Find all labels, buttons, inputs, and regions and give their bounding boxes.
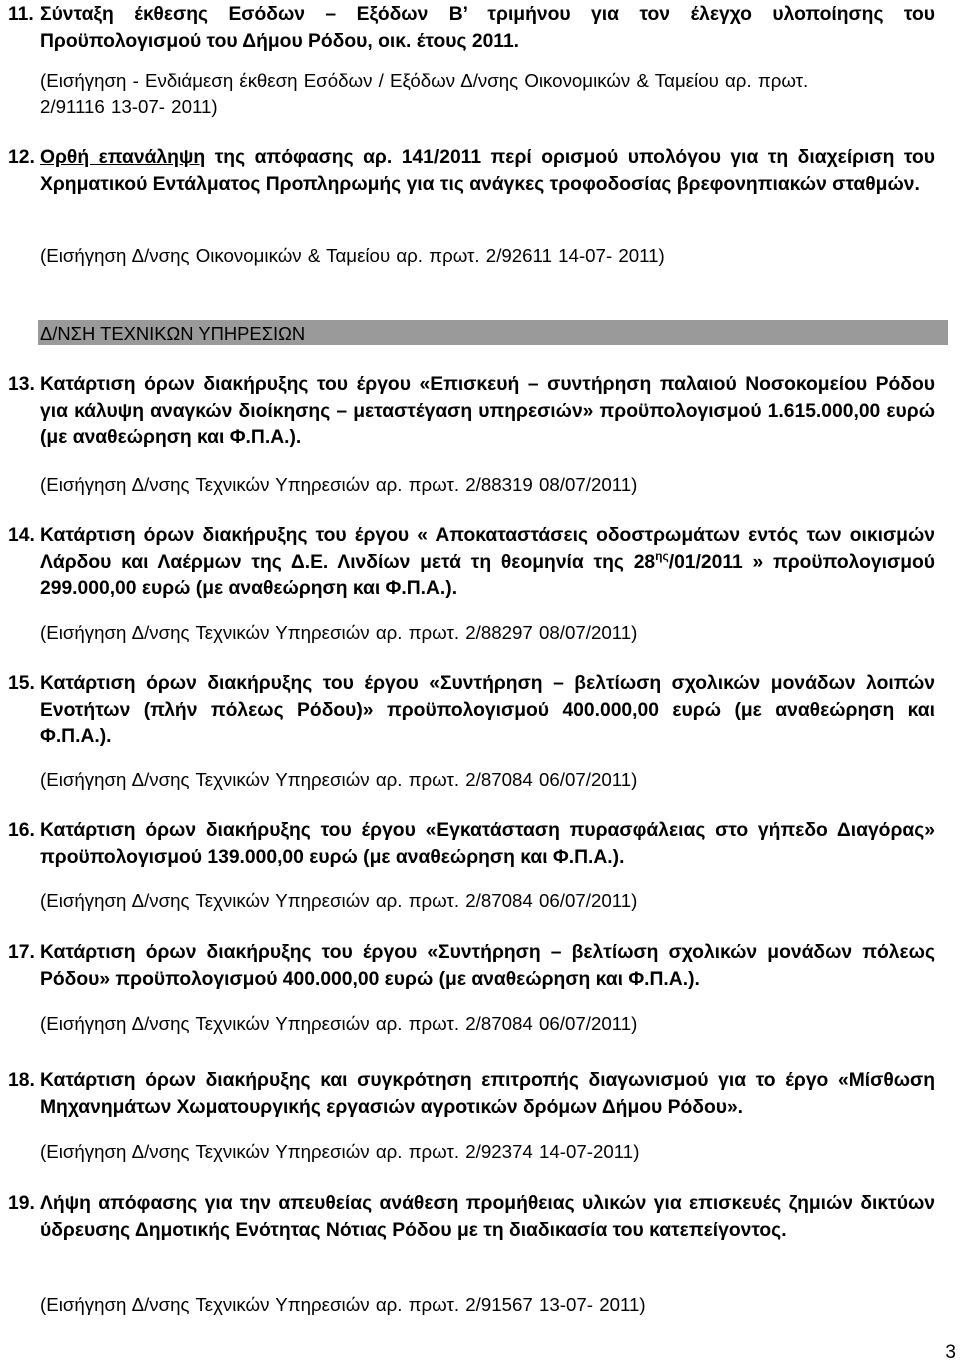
item-text bbox=[40, 523, 935, 603]
agenda-item-13 bbox=[0, 372, 935, 452]
agenda-item-18 bbox=[0, 1068, 935, 1121]
item-reference: (Εισήγηση Δ/νσης Τεχνικών Υπηρεσιών αρ. πρωτ. 2/87084 06/07/2011) bbox=[40, 890, 638, 911]
item-number: 12. bbox=[8, 147, 35, 168]
item-text: Σύνταξη έκθεσης Εσόδων – Εξόδων Β’ τριμήνου για τον έλεγχο υλοποίησης του Προϋπολογισμού του Δήμου Ρόδου, οικ. έτους 2011. bbox=[40, 4, 935, 52]
item-reference-line: (Εισήγηση - Ενδιάμεση έκθεση Εσόδων / Εξόδων Δ/νσης Οικονομικών & Ταμείου αρ. πρωτ. bbox=[40, 70, 809, 91]
item-reference: (Εισήγηση Δ/νσης Τεχνικών Υπηρεσιών αρ. πρωτ. 2/92374 14-07-2011) bbox=[40, 1141, 640, 1162]
item-number: 17. bbox=[8, 942, 35, 963]
agenda-item-19 bbox=[0, 1191, 935, 1244]
agenda-item-11 bbox=[0, 2, 935, 55]
item-reference: (Εισήγηση Δ/νσης Τεχνικών Υπηρεσιών αρ. πρωτ. 2/88319 08/07/2011) bbox=[40, 474, 638, 495]
agenda-item-14 bbox=[0, 523, 935, 603]
item-reference: (Εισήγηση Δ/νσης Τεχνικών Υπηρεσιών αρ. πρωτ. 2/87084 06/07/2011) bbox=[40, 1013, 638, 1034]
item-number: 14. bbox=[8, 525, 35, 546]
item-text-rest: της απόφασης αρ. 141/2011 περί ορισμού υπολόγου για τη διαχείριση του Χρηματικού Εντάλματος Προπληρωμής για τις ανάγκες τροφοδοσίας βρεφονηπιακών σταθμών. bbox=[40, 147, 935, 195]
item-text: Κατάρτιση όρων διακήρυξης του έργου «Επισκευή – συντήρηση παλαιού Νοσοκομείου Ρόδου για κάλυψη αναγκών διοίκησης – μεταστέγαση υπηρεσιών» προϋπολογισμού 1.615.000,00 ευρώ (με αναθεώρηση και Φ.Π.Α.). bbox=[40, 374, 935, 448]
ordinal-suffix: ης bbox=[655, 548, 669, 563]
item-reference: (Εισήγηση Δ/νσης Οικονομικών & Ταμείου αρ. πρωτ. 2/92611 14-07- 2011) bbox=[40, 245, 665, 266]
item-text-part: Κατάρτιση όρων διακήρυξης του έργου « Αποκαταστάσεις οδοστρωμάτων εντός των οικισμών Λάρδου και Λαέρμων της Δ.Ε. Λινδίων μετά τη θεομηνία της 28 bbox=[40, 525, 935, 573]
item-text: Λήψη απόφασης για την απευθείας ανάθεση προμήθειας υλικών για επισκευές ζημιών δικτύων ύδρευσης Δημοτικής Ενότητας Νότιας Ρόδου με τη διαδικασία του κατεπείγοντος. bbox=[40, 1193, 935, 1241]
agenda-item-17 bbox=[0, 940, 935, 993]
item-reference: (Εισήγηση Δ/νσης Τεχνικών Υπηρεσιών αρ. πρωτ. 2/87084 06/07/2011) bbox=[40, 769, 638, 790]
item-text: Κατάρτιση όρων διακήρυξης του έργου «Συντήρηση – βελτίωση σχολικών μονάδων λοιπών Ενοτήτων (πλήν πόλεως Ρόδου)» προϋπολογισμού 400.000,00 ευρώ (με αναθεώρηση και Φ.Π.Α.). bbox=[40, 673, 935, 747]
item-text: Κατάρτιση όρων διακήρυξης του έργου «Εγκατάσταση πυρασφάλειας στο γήπεδο Διαγόρας» προϋπολογισμού 139.000,00 ευρώ (με αναθεώρηση και Φ.Π.Α.). bbox=[40, 820, 935, 868]
item-reference-line: 2/91116 13-07- 2011) bbox=[40, 96, 218, 117]
item-number: 16. bbox=[8, 820, 35, 841]
underlined-phrase: Ορθή επανάληψη bbox=[40, 147, 206, 168]
agenda-item-16 bbox=[0, 818, 935, 871]
item-number: 18. bbox=[8, 1070, 35, 1091]
item-text: Κατάρτιση όρων διακήρυξης του έργου «Συντήρηση – βελτίωση σχολικών μονάδων πόλεως Ρόδου» προϋπολογισμού 400.000,00 ευρώ (με αναθεώρηση και Φ.Π.Α.). bbox=[40, 942, 935, 990]
item-text bbox=[40, 145, 935, 198]
item-reference: (Εισήγηση Δ/νσης Τεχνικών Υπηρεσιών αρ. πρωτ. 2/91567 13-07- 2011) bbox=[40, 1294, 646, 1315]
item-text-part: /01/2011 » προϋπολογισμού 299.000,00 ευρώ (με αναθεώρηση και Φ.Π.Α.). bbox=[40, 551, 935, 599]
item-reference: (Εισήγηση Δ/νσης Τεχνικών Υπηρεσιών αρ. πρωτ. 2/88297 08/07/2011) bbox=[40, 622, 638, 643]
item-number: 11. bbox=[8, 4, 34, 25]
agenda-item-15 bbox=[0, 671, 935, 751]
item-number: 13. bbox=[8, 374, 35, 395]
agenda-item-12 bbox=[0, 145, 935, 198]
section-title: Δ/ΝΣΗ ΤΕΧΝΙΚΩΝ ΥΠΗΡΕΣΙΩΝ bbox=[40, 323, 306, 344]
item-number: 15. bbox=[8, 673, 35, 694]
item-text: Κατάρτιση όρων διακήρυξης και συγκρότηση επιτροπής διαγωνισμού για το έργο «Μίσθωση Μηχανημάτων Χωματουργικής εργασιών αγροτικών δρόμων Δήμου Ρόδου». bbox=[40, 1070, 935, 1118]
page-number: 3 bbox=[945, 1342, 956, 1363]
item-number: 19. bbox=[8, 1193, 35, 1214]
